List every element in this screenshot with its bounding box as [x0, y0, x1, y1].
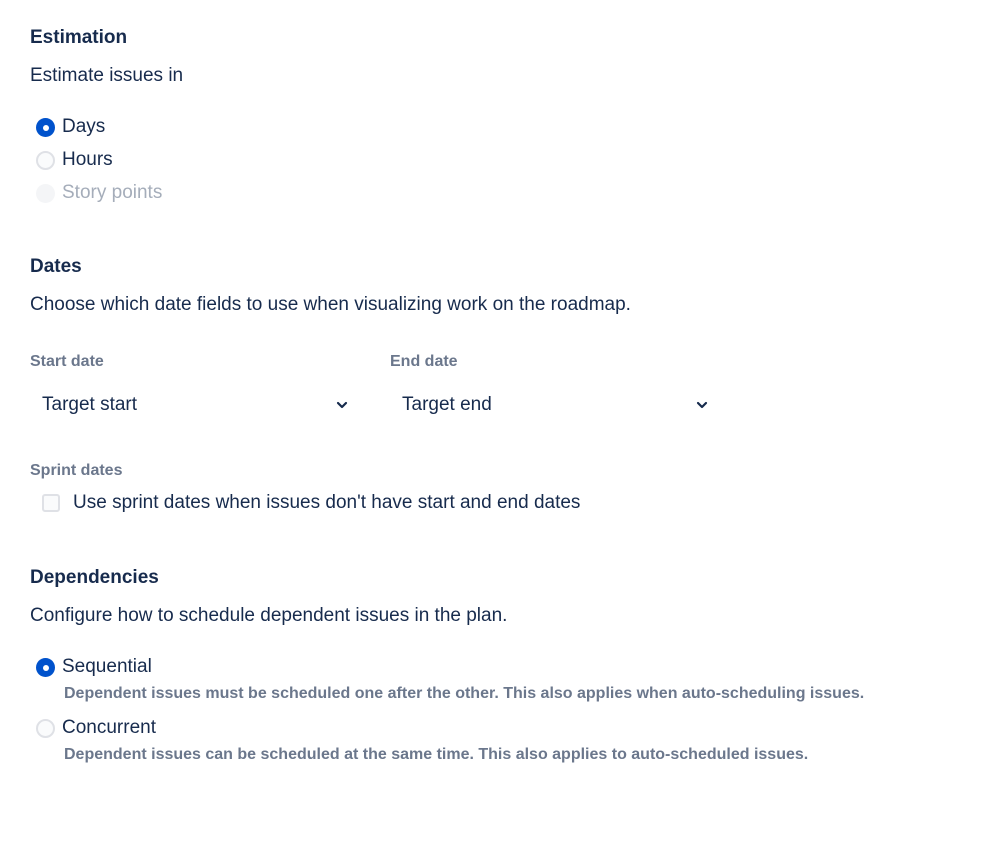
radio-label-hours: Hours: [62, 149, 113, 170]
sprint-dates-checkbox[interactable]: [42, 494, 60, 512]
radio-concurrent[interactable]: [36, 719, 55, 738]
estimation-description: Estimate issues in: [30, 65, 184, 86]
end-date-select[interactable]: [390, 386, 720, 424]
dependencies-option-concurrent[interactable]: [36, 717, 176, 741]
start-date-select[interactable]: [30, 386, 360, 424]
radio-label-days: Days: [62, 116, 106, 137]
concurrent-helper-text: Dependent issues can be scheduled at the same time. This also applies to auto-scheduled issues.: [64, 746, 809, 763]
radio-days[interactable]: [36, 118, 55, 137]
end-date-value: Target end: [402, 394, 492, 415]
chevron-down-icon: [335, 398, 349, 412]
dates-title: Dates: [30, 256, 82, 277]
estimation-title: Estimation: [30, 27, 128, 48]
radio-sequential[interactable]: [36, 658, 55, 677]
radio-story-points: [36, 184, 55, 203]
sprint-dates-checkbox-label: Use sprint dates when issues don't have start and end dates: [73, 492, 581, 513]
estimation-option-days[interactable]: [36, 116, 126, 140]
dependencies-option-sequential[interactable]: [36, 656, 176, 680]
dependencies-title: Dependencies: [30, 567, 159, 588]
radio-label-story-points: Story points: [62, 182, 163, 203]
chevron-down-icon: [695, 398, 709, 412]
end-date-label: End date: [390, 353, 458, 370]
sprint-dates-option[interactable]: [42, 491, 622, 517]
estimation-option-hours[interactable]: [36, 149, 136, 173]
radio-label-concurrent: Concurrent: [62, 717, 156, 738]
dates-description: Choose which date fields to use when visualizing work on the roadmap.: [30, 294, 631, 315]
sprint-dates-label: Sprint dates: [30, 462, 123, 479]
sequential-helper-text: Dependent issues must be scheduled one after the other. This also applies when auto-scheduling issues.: [64, 685, 865, 702]
dependencies-description: Configure how to schedule dependent issues in the plan.: [30, 605, 508, 626]
start-date-label: Start date: [30, 353, 104, 370]
radio-hours[interactable]: [36, 151, 55, 170]
radio-label-sequential: Sequential: [62, 656, 152, 677]
start-date-value: Target start: [42, 394, 138, 415]
estimation-option-story-points: [36, 182, 186, 206]
